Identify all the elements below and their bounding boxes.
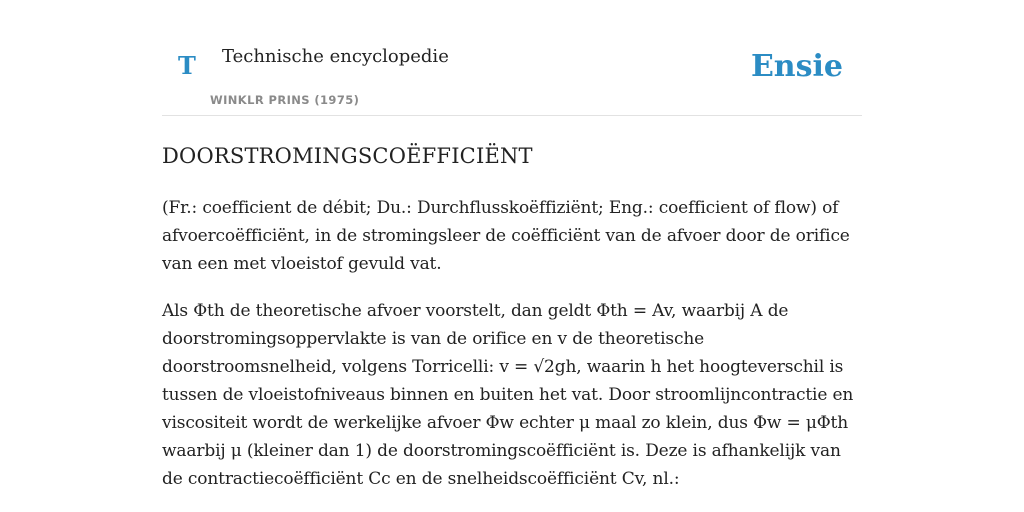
book-subtitle: WINKLR PRINS (1975)	[210, 93, 360, 107]
article-paragraph: Als Φth de theoretische afvoer voorstelt, dan geldt Φth = Av, waarbij A de doorstromingsoppervlakte is van de orifice en v de theoretische doorstroomsnelheid, volgens Torricelli: v = √2gh, waarin h het hoogteverschil is tussen de vloeistofniveaus binnen en buiten het vat. Door stroomlijncontractie en viscositeit wordt de werkelijke afvoer Φw echter μ maal zo klein, dus Φw = μΦth waarbij μ (kleiner dan 1) de doorstromingscoëfficiënt is. Deze is afhankelijk van de contractiecoëfficiënt Cc en de snelheidscoëfficiënt Cv, nl.:	[162, 301, 854, 489]
book-title-link[interactable]: Technische encyclopedie	[222, 46, 449, 67]
book-logo-icon[interactable]: T	[178, 51, 196, 80]
book-header	[162, 0, 862, 116]
ensie-logo[interactable]: Ensie	[750, 49, 843, 84]
article-title: DOORSTROMINGSCOËFFICIËNT	[162, 144, 533, 168]
article-paragraph: (Fr.: coefficient de débit; Du.: Durchflusskoëffiziënt; Eng.: coefficient of flow) of afvoercoëfficiënt, in de stromingsleer de coëfficiënt van de afvoer door de orifice van een met vloeistof gevuld vat.	[162, 198, 850, 274]
page	[162, 0, 862, 493]
